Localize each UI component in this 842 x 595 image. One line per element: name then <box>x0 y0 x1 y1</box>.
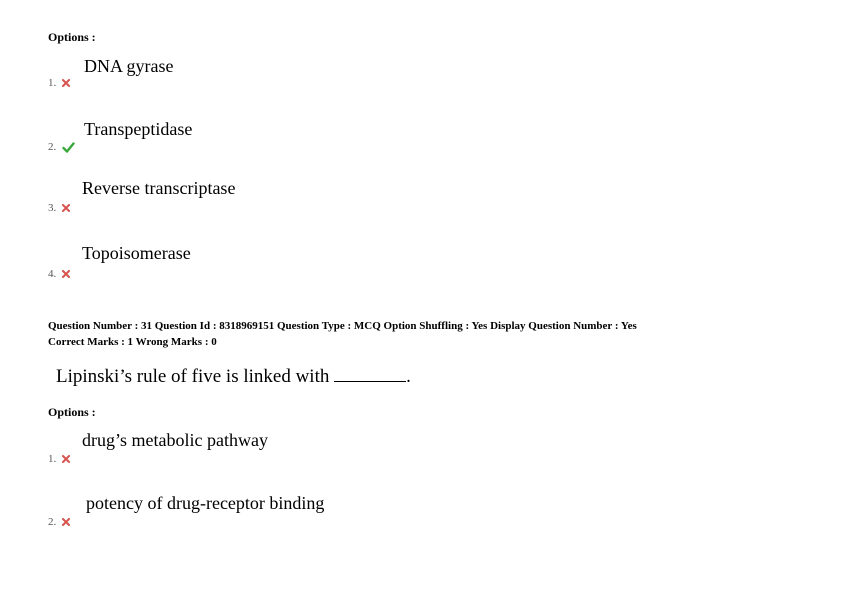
option-number-label: 4. <box>48 268 57 280</box>
question-text <box>56 366 411 388</box>
question-marks: Correct Marks : 1 Wrong Marks : 0 <box>48 336 217 348</box>
option-number-label: 2. <box>48 141 57 153</box>
cross-icon <box>62 79 70 87</box>
option-text: DNA gyrase <box>84 56 174 76</box>
option-number-label: 1. <box>48 453 57 465</box>
option-number-label: 2. <box>48 516 57 528</box>
option-text: Topoisomerase <box>82 243 191 263</box>
question-meta: Question Number : 31 Question Id : 8318969151 Question Type : MCQ Option Shuffling : Yes Display Question Number : Yes <box>48 320 637 332</box>
option-number <box>48 141 75 153</box>
option-number <box>48 202 70 214</box>
option-number <box>48 268 70 280</box>
cross-icon <box>62 518 70 526</box>
option-number <box>48 453 70 465</box>
option-number-label: 3. <box>48 202 57 214</box>
options-label: Options : <box>48 405 96 419</box>
cross-icon <box>62 270 70 278</box>
option-number-label: 1. <box>48 77 57 89</box>
options-label: Options : <box>48 30 96 44</box>
check-icon <box>62 142 75 153</box>
option-number <box>48 516 70 528</box>
option-number <box>48 77 70 89</box>
question-text-end: . <box>406 366 411 387</box>
option-text: potency of drug-receptor binding <box>86 493 325 513</box>
cross-icon <box>62 455 70 463</box>
option-text: Reverse transcriptase <box>82 178 236 198</box>
option-text: Transpeptidase <box>84 119 193 139</box>
cross-icon <box>62 204 70 212</box>
question-text-body: Lipinski’s rule of five is linked with <box>56 366 330 387</box>
option-text: drug’s metabolic pathway <box>82 430 268 450</box>
answer-blank <box>334 367 406 382</box>
